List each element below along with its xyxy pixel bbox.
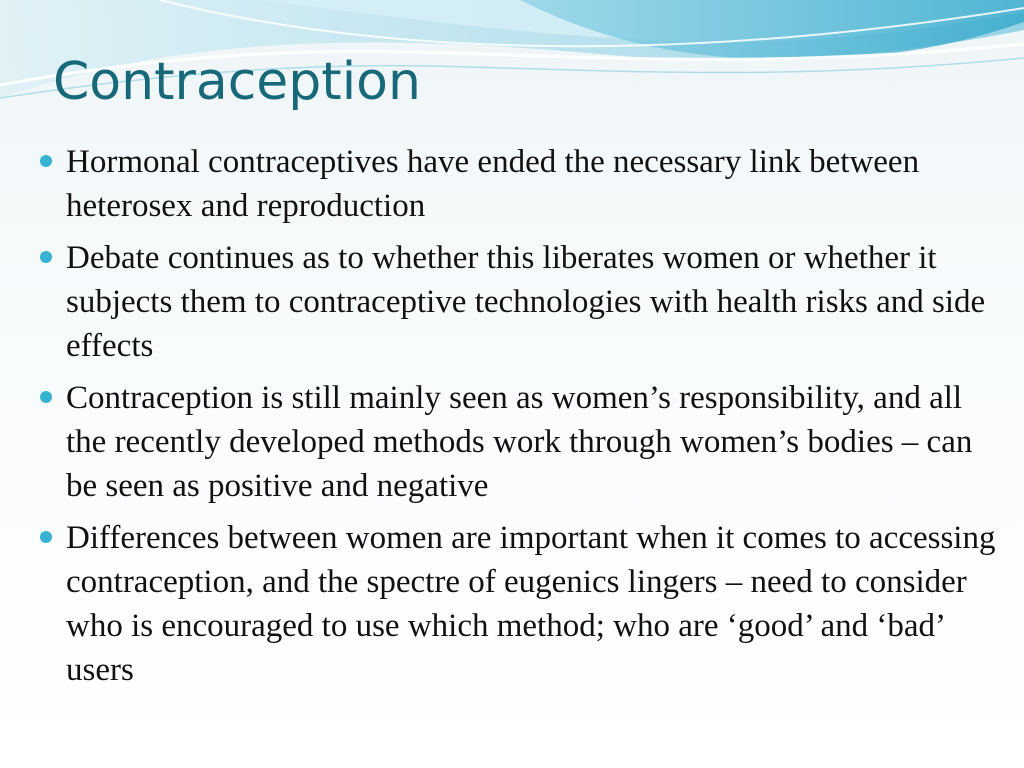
bullet-icon (40, 155, 52, 167)
bullet-text: Differences between women are important when it comes to accessing contraception, and the spectre of eugenics lingers – need to consider who is encouraged to use which method; who are ‘good’ and ‘bad’ users (66, 520, 996, 688)
slide-title: Contraception (53, 52, 421, 112)
bullet-item (38, 236, 1000, 368)
bullet-list (38, 140, 1000, 700)
bullet-icon (40, 251, 52, 263)
bullet-item (38, 376, 1000, 508)
bullet-text: Hormonal contraceptives have ended the necessary link between heterosex and reproduction (66, 144, 920, 224)
bullet-item (38, 516, 1000, 692)
bullet-item (38, 140, 1000, 228)
bullet-icon (40, 531, 52, 543)
bullet-icon (40, 391, 52, 403)
bullet-text: Contraception is still mainly seen as women’s responsibility, and all the recently developed methods work through women’s bodies – can be seen as positive and negative (66, 380, 973, 504)
bullet-text: Debate continues as to whether this liberates women or whether it subjects them to contraceptive technologies with health risks and side effects (66, 240, 986, 364)
